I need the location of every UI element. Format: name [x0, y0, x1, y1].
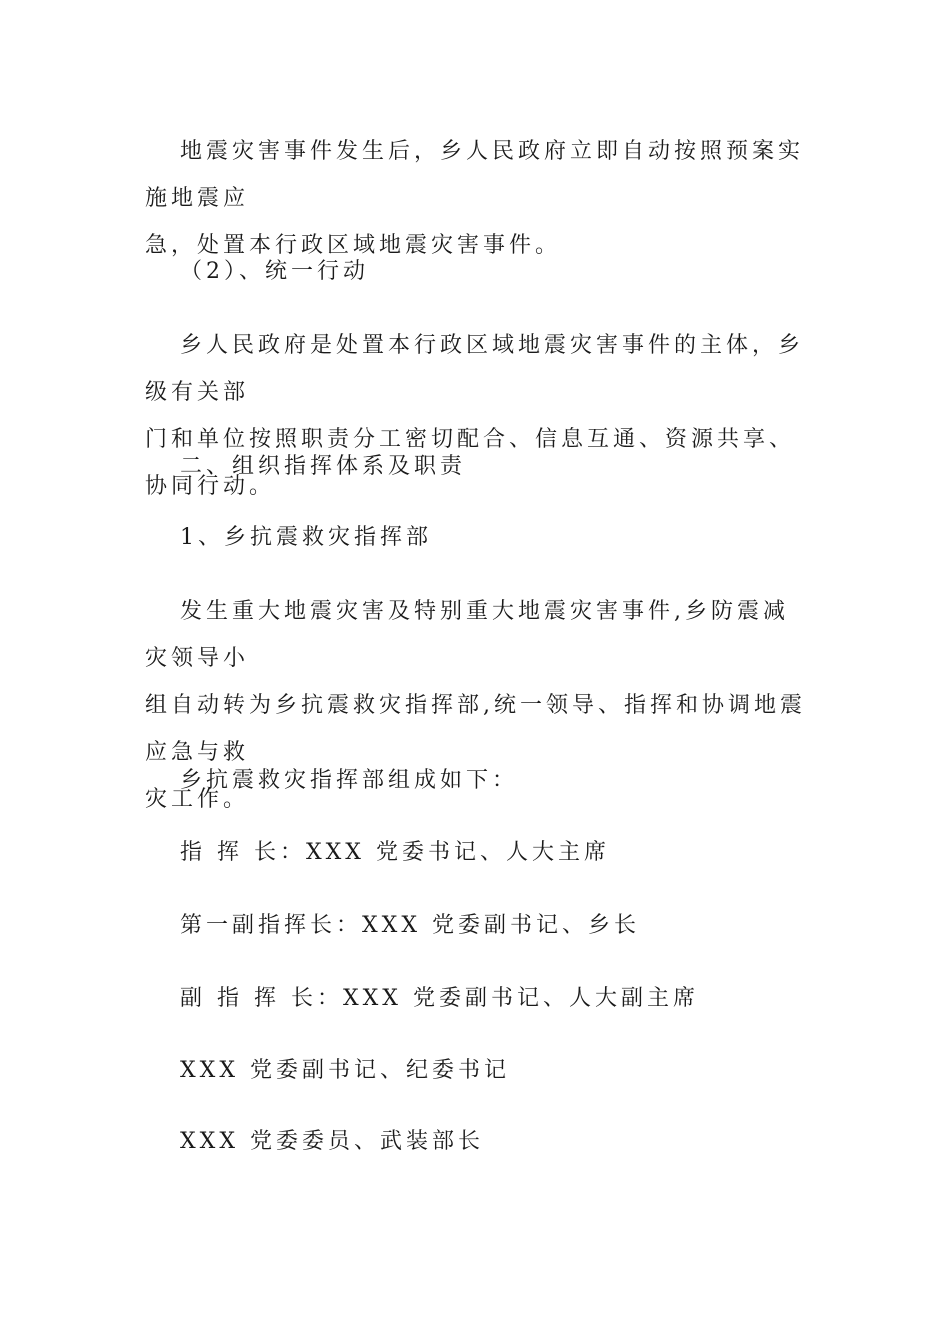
member-line-discipline: XXX 党委副书记、纪委书记	[180, 1058, 510, 1083]
paragraph-earthquake-response	[145, 128, 810, 269]
heading-unified-action: （2）、统一行动	[180, 259, 369, 284]
heading-organization: 二、组织指挥体系及职责	[180, 454, 467, 479]
member-line-first-deputy: 第一副指挥长：XXX 党委副书记、乡长	[180, 913, 640, 938]
members-intro: 乡抗震救灾指挥部组成如下：	[180, 768, 519, 793]
paragraph-line: 灾工作。	[145, 787, 250, 812]
member-line-armed-forces: XXX 党委委员、武装部长	[180, 1129, 484, 1154]
member-line-deputy: 副 指 挥 长：XXX 党委副书记、人大副主席	[180, 986, 699, 1011]
paragraph-line: 门和单位按照职责分工密切配合、信息互通、资源共享、协同行动。	[145, 427, 796, 499]
paragraph-line: 乡人民政府是处置本行政区域地震灾害事件的主体，乡级有关部	[145, 333, 805, 405]
paragraph-line: 地震灾害事件发生后，乡人民政府立即自动按照预案实施地震应	[145, 139, 805, 211]
member-line-commander: 指 挥 长：XXX 党委书记、人大主席	[180, 840, 610, 865]
paragraph-line: 组自动转为乡抗震救灾指挥部,统一领导、指挥和协调地震应急与救	[145, 693, 806, 765]
paragraph-line: 急，处置本行政区域地震灾害事件。	[145, 233, 562, 258]
heading-command-center: 1、乡抗震救灾指挥部	[180, 525, 432, 550]
paragraph-line: 发生重大地震灾害及特别重大地震灾害事件,乡防震减灾领导小	[145, 599, 789, 671]
